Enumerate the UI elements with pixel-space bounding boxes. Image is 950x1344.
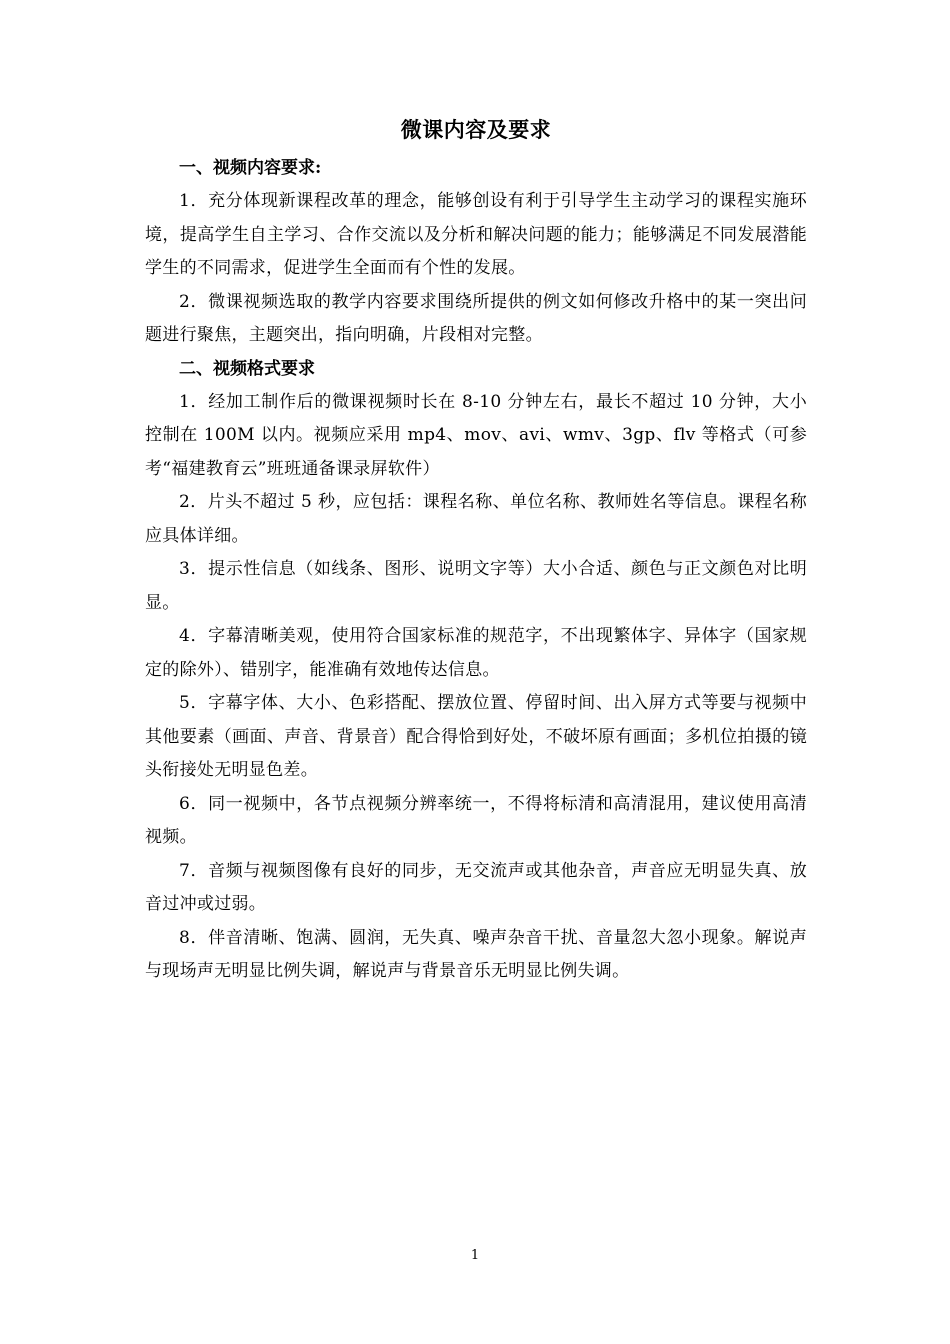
paragraph: 7．音频与视频图像有良好的同步，无交流声或其他杂音，声音应无明显失真、放音过冲或过弱。 xyxy=(145,860,807,914)
section-heading: 二、视频格式要求 xyxy=(179,358,315,379)
section-video-format xyxy=(145,353,807,989)
paragraph: 1．经加工制作后的微课视频时长在 8-10 分钟左右，最长不超过 10 分钟，大小控制在 100M 以内。视频应采用 mp4、mov、avi、wmv、3gp、flv 等格式（可参考“福建教育云”班班通备课录屏软件） xyxy=(145,391,807,479)
section-heading: 一、视频内容要求: xyxy=(179,158,322,178)
paragraph: 8．伴音清晰、饱满、圆润，无失真、噪声杂音干扰、音量忽大忽小现象。解说声与现场声无明显比例失调，解说声与背景音乐无明显比例失调。 xyxy=(145,927,807,981)
paragraph: 4．字幕清晰美观，使用符合国家标准的规范字，不出现繁体字、异体字（国家规定的除外）、错别字，能准确有效地传达信息。 xyxy=(145,626,807,680)
document-body xyxy=(145,112,807,989)
paragraph: 5．字幕字体、大小、色彩搭配、摆放位置、停留时间、出入屏方式等要与视频中其他要素（画面、声音、背景音）配合得恰到好处，不破坏原有画面；多机位拍摄的镜头衔接处无明显色差。 xyxy=(145,693,807,780)
paragraph: 2．微课视频选取的教学内容要求围绕所提供的例文如何修改升格中的某一突出问题进行聚焦，主题突出，指向明确，片段相对完整。 xyxy=(145,291,807,345)
document-title: 微课内容及要求 xyxy=(400,117,552,142)
section-video-content xyxy=(145,152,807,353)
page-number: 1 xyxy=(470,1248,480,1263)
paragraph: 6．同一视频中，各节点视频分辨率统一，不得将标清和高清混用，建议使用高清视频。 xyxy=(145,793,807,847)
paragraph: 1．充分体现新课程改革的理念，能够创设有利于引导学生主动学习的课程实施环境，提高学生自主学习、合作交流以及分析和解决问题的能力；能够满足不同发展潜能学生的不同需求，促进学生全面而有个性的发展。 xyxy=(145,191,807,278)
paragraph: 2．片头不超过 5 秒，应包括：课程名称、单位名称、教师姓名等信息。课程名称应具体详细。 xyxy=(145,492,807,546)
paragraph: 3．提示性信息（如线条、图形、说明文字等）大小合适、颜色与正文颜色对比明显。 xyxy=(145,559,807,613)
